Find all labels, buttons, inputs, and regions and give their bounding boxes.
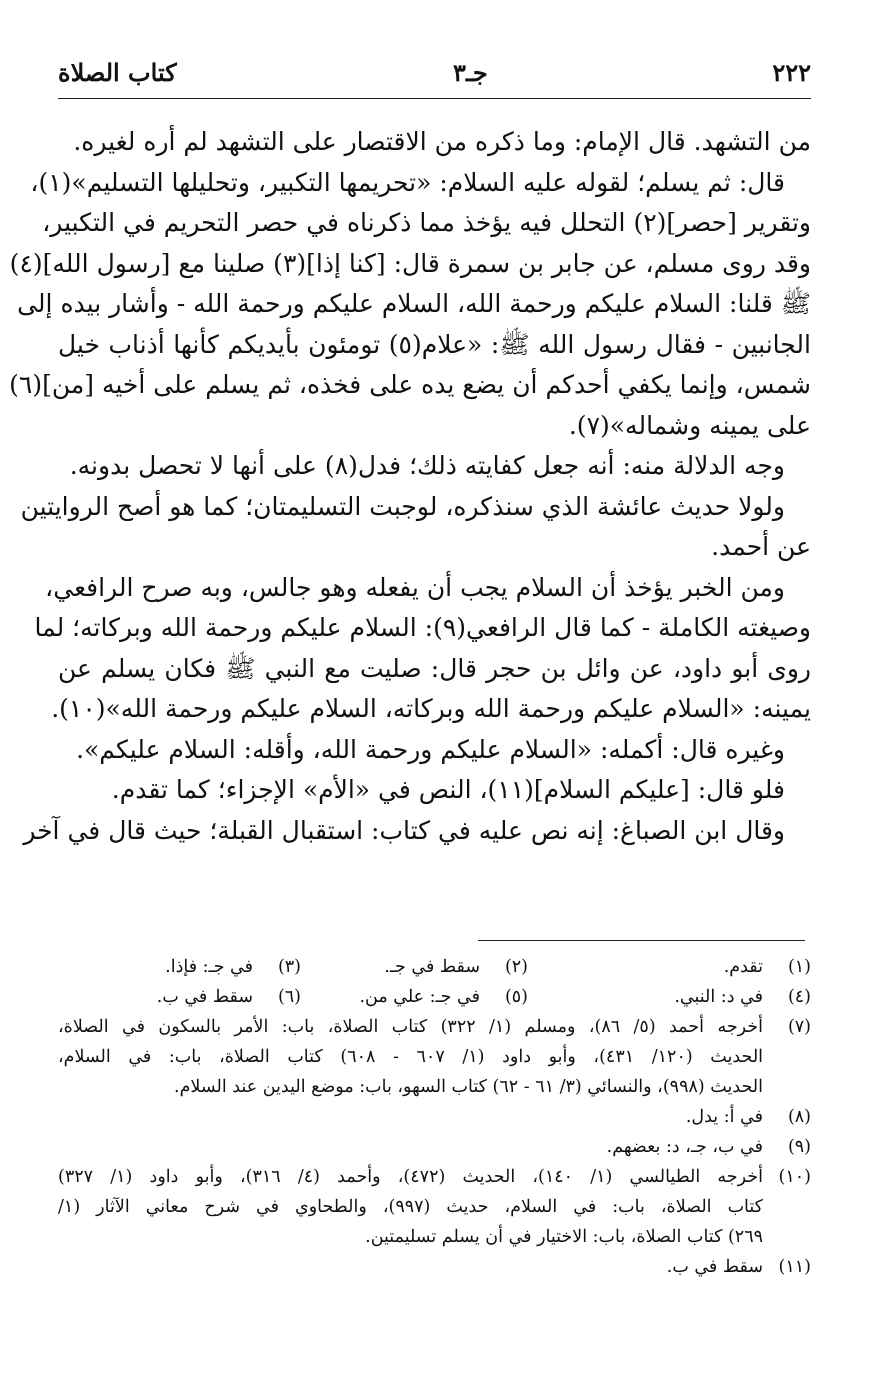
footnote-row: [58, 982, 811, 1012]
text-line: فلو قال: [عليكم السلام](١١)، النص في «الأم» الإجزاء؛ كما تقدم.: [111, 775, 785, 804]
footnote-line: الحديث (٩٩٨)، والنسائي (٣/ ٦١ - ٦٢) كتاب السهو، باب: موضع اليدين عند السلام.: [174, 1077, 763, 1097]
footnote-text: في أ: يدل.: [685, 1107, 763, 1127]
page-number: ٢٢٢: [772, 58, 811, 87]
text-line: عن أحمد.: [711, 532, 811, 561]
text-line: وقد روى مسلم، عن جابر بن سمرة قال: [كنا إذا](٣) صلينا مع [رسول الله](٤): [9, 248, 811, 278]
footnote-text: سقط في ب.: [666, 1257, 763, 1277]
text-line: وجه الدلالة منه: أنه جعل كفايته ذلك؛ فدل(٨) على أنها لا تحصل بدونه.: [69, 451, 785, 480]
footnote-line: أخرجه أحمد (٥/ ٨٦)، ومسلم (١/ ٣٢٢) كتاب الصلاة، باب: الأمر بالسكون في الصلاة،: [58, 1017, 763, 1037]
footnote-text: في د: النبي.: [674, 987, 763, 1007]
footnote: [58, 1162, 811, 1252]
text-line: روى أبو داود، عن وائل بن حجر قال: صليت مع النبي ﷺ فكان يسلم عن: [58, 653, 811, 683]
text-line: الجانبين - فقال رسول الله ﷺ: «علام(٥) تومئون بأيديكم كأنها أذناب خيل: [58, 329, 811, 359]
paragraph: [9, 163, 811, 447]
footnote-text: في جـ: فإذا.: [165, 957, 253, 977]
text-line: وتقرير [حصر](٢) التحلل فيه يؤخذ مما ذكرناه في حصر التحريم في التكبير،: [42, 208, 811, 237]
paragraph: [34, 568, 811, 730]
book-title: كتاب الصلاة: [58, 58, 177, 87]
text-line: ومن الخبر يؤخذ أن السلام يجب أن يفعله وهو جالس، وبه صرح الرافعي،: [45, 572, 785, 602]
footnote-row: [58, 1252, 811, 1282]
running-header: [58, 58, 811, 96]
footnote: [58, 1012, 811, 1102]
footnote-number: (١١): [778, 1257, 811, 1277]
text-line: وصيغته الكاملة - كما قال الرافعي(٩): السلام عليكم ورحمة الله وبركاته؛ لما: [34, 613, 811, 642]
text-line: وقال ابن الصباغ: إنه نص عليه في كتاب: استقبال القبلة؛ حيث قال في آخر: [23, 815, 785, 845]
paragraph: [58, 730, 811, 771]
footnote-line: كتاب الصلاة، باب: في السلام، حديث (٩٩٧)، والطحاوي في شرح معاني الآثار (١/: [58, 1197, 763, 1217]
footnote-number: (٣): [277, 957, 301, 977]
text-line: على يمينه وشماله»(٧).: [568, 410, 811, 440]
footnote-text: تقدم.: [723, 957, 763, 977]
footnote-line: الحديث (١٢٠/ ٤٣١)، وأبو داود (١/ ٦٠٧ - ٦٠٨) كتاب الصلاة، باب: في السلام،: [58, 1047, 764, 1067]
paragraph: [58, 122, 811, 163]
footnote-row: [58, 1102, 811, 1132]
footnote-number: (١٠): [778, 1167, 811, 1187]
footnote-text: سقط في ب.: [156, 987, 253, 1007]
text-line: من التشهد. قال الإمام: وما ذكره من الاقتصار على التشهد لم أره لغيره.: [73, 127, 811, 156]
footnote-rule: [478, 940, 805, 941]
footnote-row: [58, 952, 811, 982]
footnote-line: أخرجه الطيالسي (١/ ١٤٠)، الحديث (٤٧٢)، وأحمد (٤/ ٣١٦)، وأبو داود (١/ ٣٢٧): [58, 1167, 763, 1187]
header-rule: [58, 98, 811, 99]
text-line: وغيره قال: أكمله: «السلام عليكم ورحمة الله، وأقله: السلام عليكم».: [76, 734, 785, 764]
footnote-number: (٩): [787, 1137, 811, 1157]
text-line: قال: ثم يسلم؛ لقوله عليه السلام: «تحريمها التكبير، وتحليلها التسليم»(١)،: [30, 167, 785, 197]
volume-label: جـ٣: [453, 58, 488, 87]
footnote-row: [58, 1132, 811, 1162]
footnote-text: [58, 1162, 763, 1252]
footnote-number: (١): [787, 957, 811, 977]
text-line: ﷺ قلنا: السلام عليكم ورحمة الله، السلام عليكم ورحمة الله - وأشار بيده إلى: [17, 289, 811, 318]
footnotes: [58, 952, 811, 1282]
footnote-number: (٥): [504, 987, 528, 1007]
main-text: [9, 122, 811, 851]
text-line: يمينه: «السلام عليكم ورحمة الله وبركاته، السلام عليكم ورحمة الله»(١٠).: [51, 694, 811, 723]
footnote-line: ٢٦٩) كتاب الصلاة، باب: الاختيار في أن يسلم تسليمتين.: [365, 1227, 763, 1247]
text-line: ولولا حديث عائشة الذي سنذكره، لوجبت التسليمتان؛ كما هو أصح الروايتين: [20, 491, 785, 521]
footnote-number: (٢): [504, 957, 528, 977]
footnote-number: (٦): [277, 987, 301, 1007]
footnote-text: في جـ: علي من.: [359, 987, 480, 1007]
footnote-text: [58, 1012, 763, 1102]
paragraph: [58, 770, 811, 811]
paragraph: [23, 811, 811, 852]
paragraph: [20, 487, 811, 568]
text-line: شمس، وإنما يكفي أحدكم أن يضع يده على فخذه، ثم يسلم على أخيه [من](٦): [9, 370, 811, 399]
footnote-number: (٨): [787, 1107, 811, 1127]
paragraph: [58, 446, 811, 487]
footnote-number: (٤): [787, 987, 811, 1007]
footnote-text: في ب، جـ، د: بعضهم.: [606, 1137, 763, 1157]
footnote-text: سقط في جـ.: [384, 957, 480, 977]
footnote-number: (٧): [787, 1017, 811, 1037]
